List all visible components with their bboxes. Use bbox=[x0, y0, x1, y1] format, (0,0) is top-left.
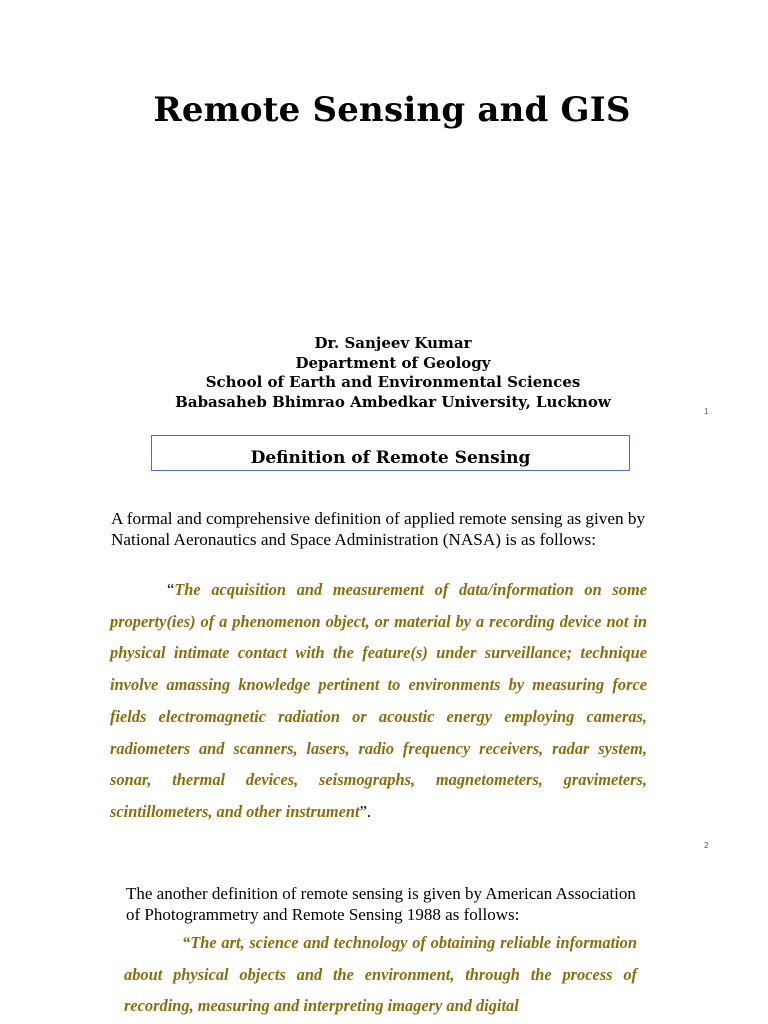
author-department: Department of Geology bbox=[295, 353, 491, 372]
nasa-definition-quote bbox=[110, 574, 647, 828]
page-number: 1 bbox=[704, 407, 709, 416]
author-university: Babasaheb Bhimrao Ambedkar University, Lucknow bbox=[175, 392, 611, 411]
quote-open-mark: “ bbox=[167, 580, 175, 599]
asprs-definition-intro: The another definition of remote sensing is given by American Association of Photogrammetry and Remote Sensing 1988 as follows: bbox=[126, 884, 636, 924]
page-number: 2 bbox=[704, 841, 709, 850]
section-heading-box: Definition of Remote Sensing bbox=[151, 435, 630, 471]
author-block bbox=[0, 334, 768, 412]
asprs-quote-text: “The art, science and technology of obtaining reliable information about physical objects and the environment, through the process of recording, measuring and interpreting imagery and digital bbox=[124, 933, 637, 1016]
author-school: School of Earth and Environmental Sciences bbox=[205, 373, 581, 391]
quote-close-mark: ”. bbox=[359, 801, 371, 821]
author-name: Dr. Sanjeev Kumar bbox=[314, 334, 472, 352]
asprs-definition-quote bbox=[124, 927, 637, 1022]
document-title: Remote Sensing and GIS bbox=[153, 90, 631, 130]
nasa-definition-intro: A formal and comprehensive definition of applied remote sensing as given by National Aeronautics and Space Administration (NASA) is as follows: bbox=[111, 509, 646, 549]
nasa-quote-text: The acquisition and measurement of data/information on some property(ies) of a phenomenon object, or material by a recording device not in physical intimate contact with the feature(s) under surveillance; technique involve amassing knowledge pertinent to environments by measuring force fields electromagnetic radiation or acoustic energy employing cameras, radiometers and scanners, lasers, radio frequency receivers, radar system, sonar, thermal devices, seismographs, magnetometers, gravimeters, scintillometers, and other instrument bbox=[110, 580, 647, 821]
